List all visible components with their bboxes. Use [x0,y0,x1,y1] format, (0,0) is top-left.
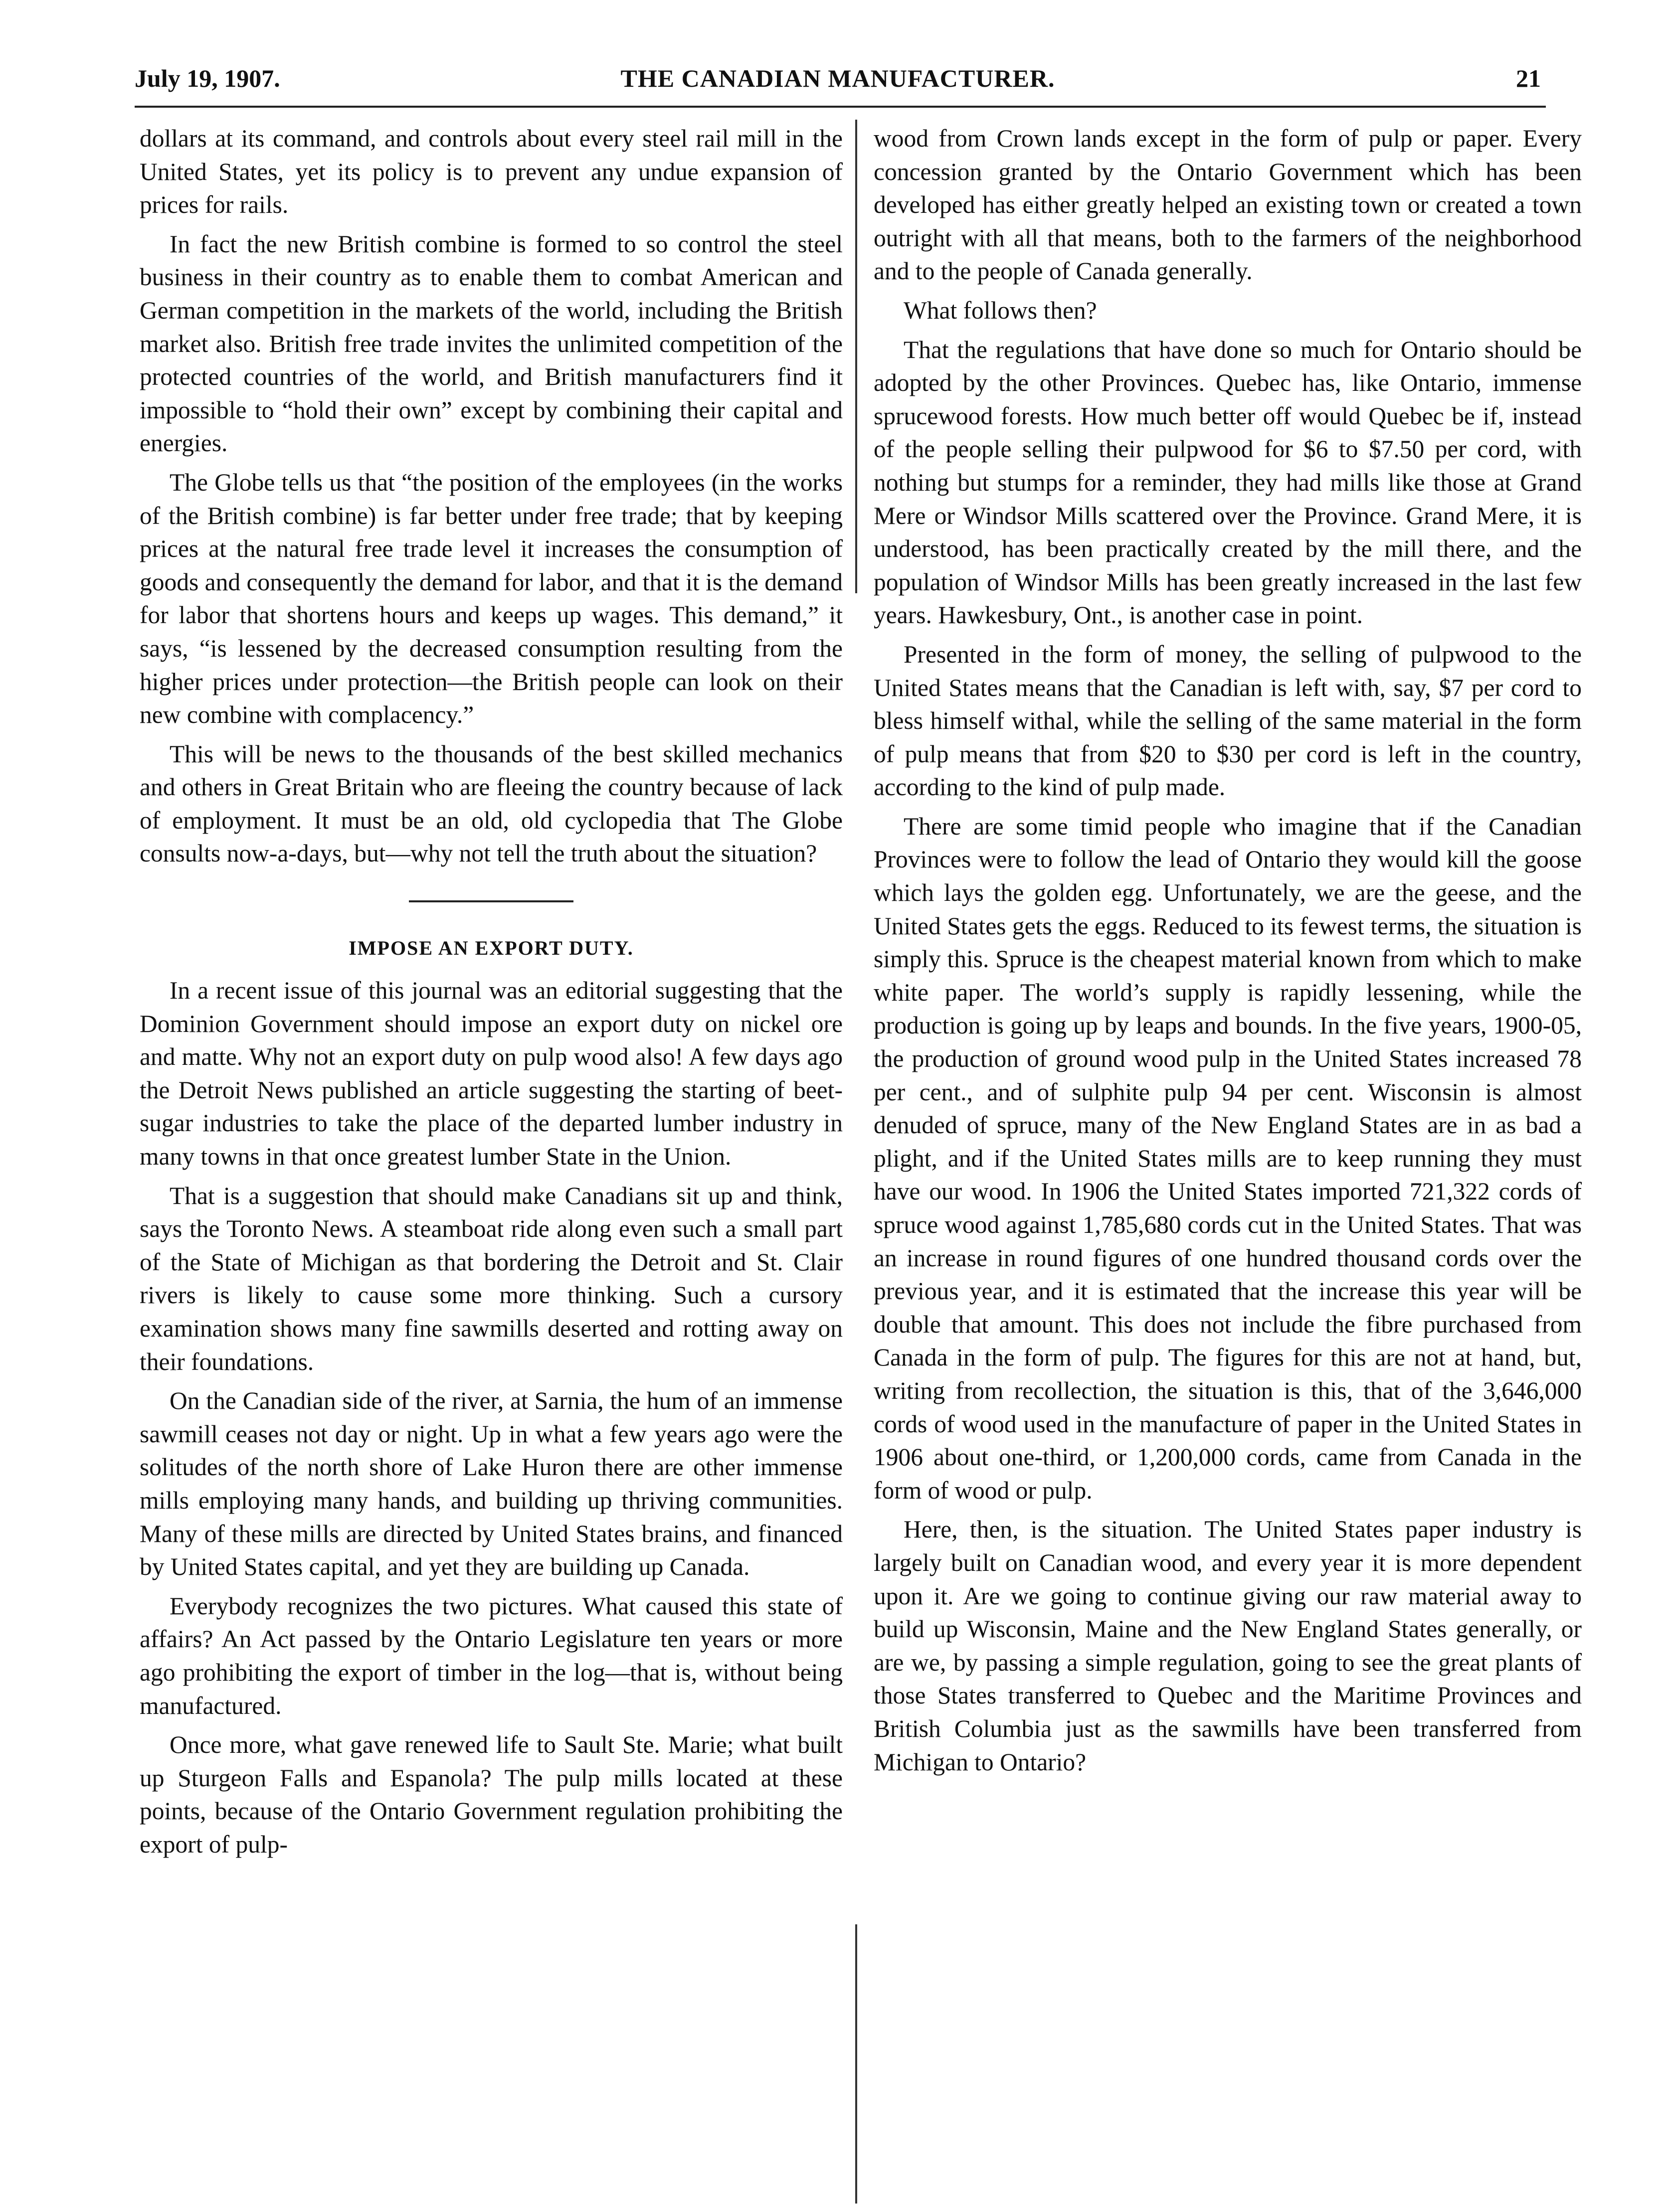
article-paragraph: Here, then, is the situation. The United States paper industry is largely built on Canadian wood, and every year it is more dependent upon it. Are we going to continue giving our raw material away to build up Wisconsin, Maine and the New England States generally, or are we, by passing a simple regulation, going to see the great plants of those States transferred to Quebec and the Maritime Provinces and British Columbia just as the sawmills have been transferred from Michigan to Ontario? [874,1516,1582,1776]
header-rule [135,106,1546,108]
article-paragraph: In a recent issue of this journal was an editorial suggesting that the Dominion Government should impose an export duty on nickel ore and matte. Why not an export duty on pulp wood also! A few days ago the Detroit News published an article suggesting the starting of beet-sugar industries to take the place of the departed lumber industry in many towns in that once greatest lumber State in the Union. [140,977,843,1171]
article-paragraph: In fact the new British combine is formed to so control the steel business in their country as to enable them to combat American and German competition in the markets of the world, including the British market also. British free trade invites the unlimited competition of the protected countries of the world, and British manufacturers find it impossible to “hold their own” except by combining their capital and energies. [140,230,843,457]
article-paragraph: There are some timid people who imagine that if the Canadian Provinces were to follow the lead of Ontario they would kill the goose which lays the golden egg. Unfortunately, we are the geese, and the United States gets the eggs. Reduced to its fewest terms, the situation is simply this. Spruce is the cheapest material known from which to make white paper. The world’s supply is rapidly lessening, while the production is going up by leaps and bounds. In the five years, 1900-05, the production of ground wood pulp in the United States increased 78 per cent., and of sulphite pulp 94 per cent. Wisconsin is almost denuded of spruce, many of the New England States are in as bad a plight, and if the United States mills are to keep running they must have our wood. In 1906 the United States imported 721,322 cords of spruce wood against 1,785,680 cords cut in the United States. That was an increase in round figures of one hundred thousand cords over the previous year, and it is estimated that the increase this year will be double that amount. This does not include the fibre purchased from Canada in the form of pulp. The figures for this are not at hand, but, writing from recollection, the situation is this, that of the 3,646,000 cords of wood used in the manufacture of paper in the United States in 1906 about one-third, or 1,200,000 cords, came from Canada in the form of wood or pulp. [874,812,1582,1504]
article-paragraph: This will be news to the thousands of the best skilled mechanics and others in Great Britain who are fleeing the country because of lack of employment. It must be an old, old cyclopedia that The Globe consults now-a-days, but—why not tell the truth about the situation? [140,740,843,867]
column-divider-upper [855,120,857,593]
article-paragraph: Presented in the form of money, the selling of pulpwood to the United States means that the Canadian is left with, say, $7 per cord to bless himself withal, while the selling of the same material in the form of pulp means that from $20 to $30 per cord is left in the country, according to the kind of pulp made. [874,640,1582,801]
page-number: 21 [1516,64,1541,92]
article-paragraph: The Globe tells us that “the position of the employees (in the works of the British combine) is far better under free trade; that by keeping prices at the natural free trade level it increases the consumption of goods and consequently the demand for labor, and that it is the demand for labor that shortens hours and keeps up wages. This demand,” it says, “is lessened by the decreased consumption resulting from the higher prices under protection—the British people can look on their new combine with complacency.” [140,468,843,729]
right-column [874,122,1582,1785]
article-paragraph: Once more, what gave renewed life to Sault Ste. Marie; what built up Sturgeon Falls and Espanola? The pulp mills located at these points, because of the Ontario Government regulation prohibiting the export of pulp- [140,1731,843,1858]
article-paragraph: That is a suggestion that should make Canadians sit up and think, says the Toronto News. A steamboat ride along even such a small part of the State of Michigan as that bordering the Detroit and St. Clair rivers is likely to cause some more thinking. Such a cursory examination shows many fine sawmills deserted and rotting away on their foundations. [140,1182,843,1375]
article-paragraph: That the regulations that have done so much for Ontario should be adopted by the other Provinces. Quebec has, like Ontario, immense sprucewood forests. How much better off would Quebec be if, instead of the people selling their pulpwood for $6 to $7.50 per cord, with nothing but stumps for a reminder, they had mills like those at Grand Mere or Windsor Mills scattered over the Province. Grand Mere, it is understood, has been practically created by the mill there, and the population of Windsor Mills has been greatly increased in the last few years. Hawkesbury, Ont., is another case in point. [874,336,1582,629]
article-paragraph: wood from Crown lands except in the form of pulp or paper. Every concession granted by the Ontario Government which has been developed has either greatly helped an existing town or created a town outright with all that means, both to the farmers of the neighborhood and to the people of Canada generally. [874,125,1582,285]
issue-date: July 19, 1907. [135,64,280,92]
section-heading: IMPOSE AN EXPORT DUTY. [349,937,634,960]
section-divider [409,900,573,902]
article-paragraph: On the Canadian side of the river, at Sarnia, the hum of an immense sawmill ceases not day or night. Up in what a few years ago were the solitudes of the north shore of Lake Huron there are other immense mills employing many hands, and building up thriving communities. Many of these mills are directed by United States brains, and financed by United States capital, and yet they are building up Canada. [140,1387,843,1581]
article-paragraph: What follows then? [904,296,1097,324]
article-paragraph: dollars at its command, and controls about every steel rail mill in the United States, yet its policy is to prevent any undue expansion of prices for rails. [140,125,843,219]
running-head [135,59,1541,99]
article-paragraph: Everybody recognizes the two pictures. What caused this state of affairs? An Act passed by the Ontario Legislature ten years or more ago prohibiting the export of timber in the log—that is, without being manufactured. [140,1592,843,1719]
left-column [140,122,843,1868]
publication-title: THE CANADIAN MANUFACTURER. [620,64,1055,92]
column-divider-lower [855,1924,857,2204]
